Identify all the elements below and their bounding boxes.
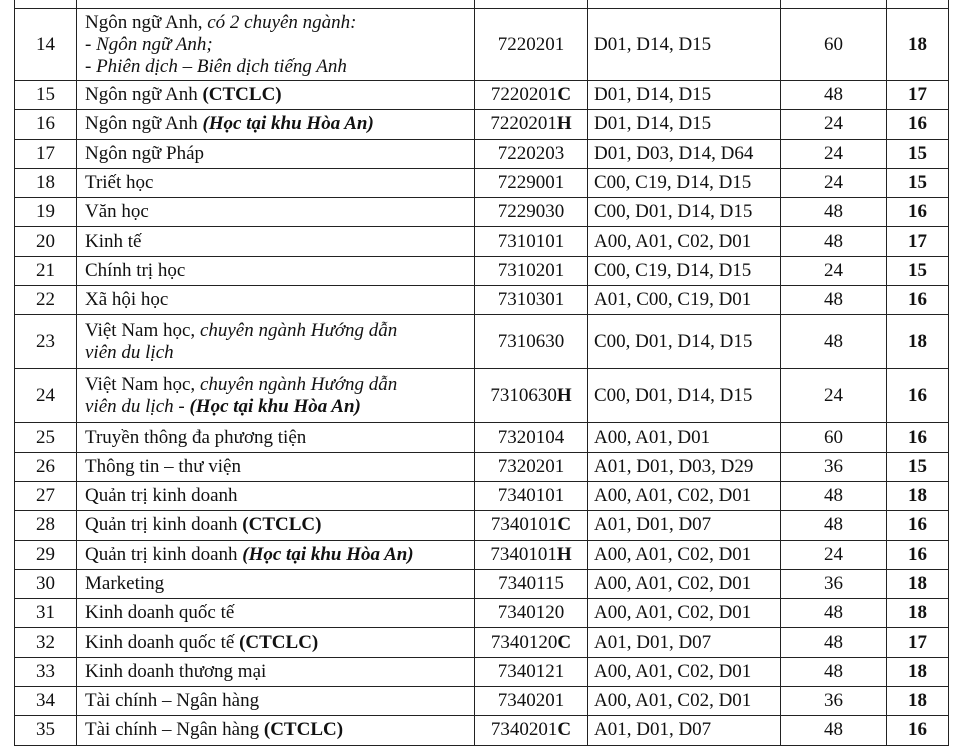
program-name [77,687,475,716]
row-number: 19 [15,198,77,227]
program-code [475,227,588,256]
program-code-base: 7340120 [490,631,558,653]
subject-combinations: D01, D03, D14, D64 [588,139,781,168]
table-row [15,511,949,540]
subject-combinations: A00, A01, C02, D01 [588,657,781,686]
quota: 48 [781,227,887,256]
row-number: 32 [15,628,77,657]
row-number: 21 [15,256,77,285]
cutoff-score: 17 [887,227,949,256]
program-name-part: Quản trị kinh doanh [85,485,238,507]
program-name-part: Ngôn ngữ Anh, [85,11,208,33]
cutoff-score: 16 [887,286,949,315]
program-name [77,452,475,481]
cutoff-score: 16 [887,110,949,139]
table-row [15,569,949,598]
program-code-base: 7220203 [497,142,565,164]
program-code-base: 7340101 [490,543,557,565]
quota: 48 [781,628,887,657]
table-row [15,168,949,197]
subject-combinations: A00, A01, C02, D01 [588,481,781,510]
program-code [475,716,588,745]
program-code-base: 7229001 [497,172,565,194]
program-name-part: Xã hội học [85,289,169,311]
program-code-suffix: C [557,84,572,106]
program-name-part: Kinh doanh quốc tế [85,631,240,653]
program-code [475,452,588,481]
program-code-base: 7340115 [498,573,564,594]
cutoff-score: 17 [887,628,949,657]
program-code-base: 7310301 [497,289,565,311]
table-row [15,452,949,481]
table-row [15,423,949,452]
subject-combinations: D01, D14, D15 [588,81,781,110]
admission-scores-table [14,0,949,746]
program-name-part: Tài chính – Ngân hàng [85,690,260,712]
program-name [77,139,475,168]
program-code [475,540,588,569]
program-name [77,628,475,657]
program-name-part: chuyên ngành Hướng dẫn [199,373,398,395]
program-name [77,315,475,369]
table-row [15,256,949,285]
table-row [15,9,949,81]
row-number: 17 [15,139,77,168]
program-code [475,198,588,227]
row-number: 14 [15,9,77,81]
row-number: 33 [15,657,77,686]
program-name-part: Việt Nam học, [85,373,200,395]
program-code-base: 7220201 [490,113,557,135]
program-name-part: (Học tại khu Hòa An) [202,113,374,135]
program-code [475,481,588,510]
program-name-part: Tài chính – Ngân hàng [85,719,264,741]
program-name-part: có 2 chuyên ngành: [207,11,357,33]
program-name-part: viên du lịch - [85,395,190,417]
table-row [15,139,949,168]
program-name-part: chuyên ngành Hướng dẫn [199,319,398,341]
row-number: 20 [15,227,77,256]
cutoff-score: 18 [887,9,949,81]
cutoff-score: 16 [887,540,949,569]
quota: 60 [781,423,887,452]
table-row [15,628,949,657]
row-number: 35 [15,716,77,745]
subject-combinations: A01, D01, D07 [588,511,781,540]
table-row [15,315,949,369]
program-code-base: 7320104 [497,426,565,448]
program-code [475,369,588,423]
table-row [15,227,949,256]
subject-combinations: C00, C19, D14, D15 [588,256,781,285]
program-code-suffix: H [556,113,572,135]
table-row [15,198,949,227]
row-number: 23 [15,315,77,369]
cutoff-score: 15 [887,168,949,197]
quota: 60 [781,9,887,81]
row-number: 29 [15,540,77,569]
quota: 48 [781,315,887,369]
program-name-part: Truyền thông đa phương tiện [85,426,307,448]
quota: 48 [781,481,887,510]
program-code-base: 7340201 [497,690,565,712]
subject-combinations: A00, A01, C02, D01 [588,227,781,256]
program-name [77,569,475,598]
quota: 24 [781,256,887,285]
program-code-base: 7340201 [490,719,558,741]
table-row-partial [15,0,949,9]
row-number: 18 [15,168,77,197]
program-code-base: 7320201 [497,455,565,477]
program-name-part: Ngôn ngữ Anh [85,84,203,106]
cutoff-score: 15 [887,139,949,168]
program-name [77,423,475,452]
program-code [475,168,588,197]
table-row [15,81,949,110]
program-code-base: 7340121 [497,660,565,682]
subject-combinations: C00, D01, D14, D15 [588,198,781,227]
subject-combinations: A01, D01, D03, D29 [588,452,781,481]
program-name-part: (Học tại khu Hòa An) [189,395,361,417]
cutoff-score: 15 [887,256,949,285]
program-name [77,198,475,227]
cutoff-score: 16 [887,198,949,227]
subject-combinations: A00, A01, C02, D01 [588,599,781,628]
program-name-part: Quản trị kinh doanh [85,543,243,565]
row-number: 27 [15,481,77,510]
row-number: 28 [15,511,77,540]
program-code-suffix: H [556,543,572,565]
cutoff-score: 18 [887,481,949,510]
program-code [475,599,588,628]
subject-combinations: A01, C00, C19, D01 [588,286,781,315]
row-number: 16 [15,110,77,139]
table-body [15,0,949,745]
program-name-part: Việt Nam học, [85,319,200,341]
program-name-part: - Phiên dịch – Biên dịch tiếng Anh [85,55,347,77]
program-name-part: (CTCLC) [202,84,282,106]
table-row [15,286,949,315]
row-number: 26 [15,452,77,481]
program-name [77,9,475,81]
program-name-part: (CTCLC) [239,631,319,653]
program-name [77,286,475,315]
cutoff-score: 18 [887,569,949,598]
row-number: 30 [15,569,77,598]
program-name-part: Văn học [85,201,149,223]
program-code-base: 7310630 [490,384,557,406]
subject-combinations: C00, D01, D14, D15 [588,369,781,423]
cutoff-score: 16 [887,511,949,540]
program-name-part: Quản trị kinh doanh [85,514,243,536]
program-name-part: (CTCLC) [242,514,322,536]
row-number: 25 [15,423,77,452]
quota: 48 [781,81,887,110]
subject-combinations: A00, A01, D01 [588,423,781,452]
program-code-base: 7310101 [497,230,565,252]
row-number: 34 [15,687,77,716]
cutoff-score: 16 [887,423,949,452]
program-name [77,481,475,510]
program-code [475,9,588,81]
quota: 36 [781,687,887,716]
row-number: 31 [15,599,77,628]
table-row [15,481,949,510]
quota: 48 [781,716,887,745]
program-code [475,511,588,540]
program-name-part: Triết học [85,172,154,194]
program-name [77,540,475,569]
row-number: 15 [15,81,77,110]
program-code [475,569,588,598]
program-name [77,657,475,686]
program-code [475,286,588,315]
quota: 48 [781,599,887,628]
program-name-part: viên du lịch [85,341,174,363]
cutoff-score: 16 [887,716,949,745]
table-row [15,687,949,716]
table-row [15,369,949,423]
subject-combinations: C00, D01, D14, D15 [588,315,781,369]
program-code-suffix: C [557,631,572,653]
quota: 36 [781,569,887,598]
subject-combinations: A01, D01, D07 [588,628,781,657]
program-name [77,168,475,197]
row-number: 24 [15,369,77,423]
quota: 48 [781,511,887,540]
program-code [475,110,588,139]
program-code [475,256,588,285]
program-code [475,687,588,716]
program-code-base: 7340101 [497,485,565,507]
quota: 24 [781,110,887,139]
program-name [77,511,475,540]
quota: 24 [781,540,887,569]
subject-combinations: D01, D14, D15 [588,110,781,139]
program-name [77,227,475,256]
table-row [15,540,949,569]
subject-combinations: D01, D14, D15 [588,9,781,81]
program-name-part: (Học tại khu Hòa An) [242,543,414,565]
program-code-suffix: C [557,719,572,741]
program-name [77,369,475,423]
program-code [475,628,588,657]
quota: 48 [781,286,887,315]
cutoff-score: 18 [887,315,949,369]
program-name-part: - Ngôn ngữ Anh; [85,33,213,55]
cutoff-score: 16 [887,369,949,423]
program-name-part: Kinh doanh thương mại [85,660,267,682]
program-code-base: 7340101 [490,514,558,536]
table-row [15,716,949,745]
table-row [15,657,949,686]
program-name-part: Ngôn ngữ Pháp [85,142,205,164]
program-name-part: Thông tin – thư viện [85,455,241,477]
quota: 36 [781,452,887,481]
program-code-base: 7220201 [497,33,565,55]
program-code-base: 7340120 [497,602,565,624]
subject-combinations: A00, A01, C02, D01 [588,540,781,569]
quota: 24 [781,168,887,197]
program-name [77,110,475,139]
program-name [77,716,475,745]
program-code-base: 7220201 [490,84,558,106]
program-code [475,423,588,452]
program-code [475,657,588,686]
cutoff-score: 18 [887,657,949,686]
table-row [15,599,949,628]
program-name-part: Marketing [85,573,165,594]
program-code-base: 7229030 [497,201,565,223]
program-name-part: Ngôn ngữ Anh [85,113,203,135]
program-code-base: 7310630 [497,330,565,352]
program-name-part: Kinh doanh quốc tế [85,602,235,624]
subject-combinations: A00, A01, C02, D01 [588,569,781,598]
subject-combinations: A01, D01, D07 [588,716,781,745]
cutoff-score: 18 [887,599,949,628]
table-row [15,110,949,139]
program-name [77,599,475,628]
program-name [77,81,475,110]
quota: 48 [781,198,887,227]
cutoff-score: 15 [887,452,949,481]
program-code [475,315,588,369]
cutoff-score: 17 [887,81,949,110]
subject-combinations: C00, C19, D14, D15 [588,168,781,197]
row-number: 22 [15,286,77,315]
program-code [475,139,588,168]
program-code-base: 7310201 [497,259,565,281]
program-name-part: Chính trị học [85,259,186,281]
subject-combinations: A00, A01, C02, D01 [588,687,781,716]
program-code-suffix: H [556,384,572,406]
program-name [77,256,475,285]
quota: 24 [781,369,887,423]
cutoff-score: 18 [887,687,949,716]
quota: 24 [781,139,887,168]
program-code-suffix: C [557,514,572,536]
program-name-part: (CTCLC) [263,719,344,741]
quota: 48 [781,657,887,686]
program-name-part: Kinh tế [85,230,142,252]
program-code [475,81,588,110]
